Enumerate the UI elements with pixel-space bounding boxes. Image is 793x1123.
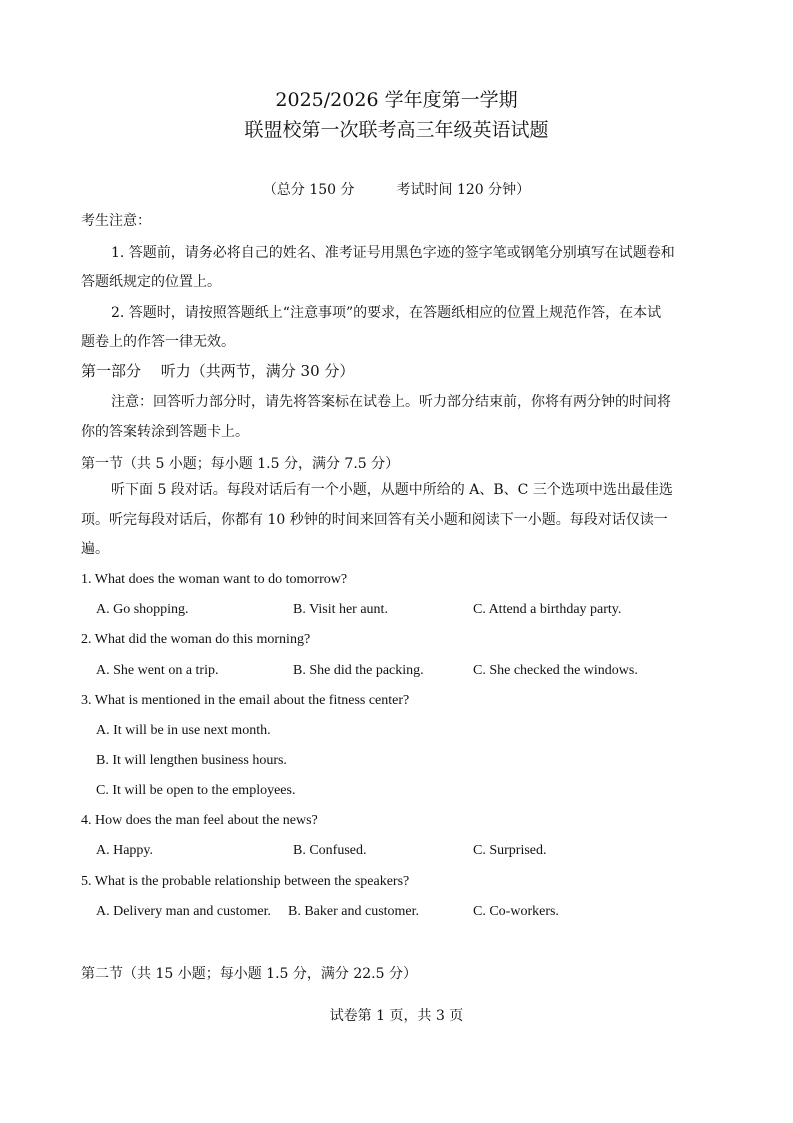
page-footer: 试卷第 1 页，共 3 页 <box>329 1008 464 1024</box>
question-4-option-c: C. Surprised. <box>473 843 547 858</box>
question-1-option-a: A. Go shopping. <box>96 602 189 617</box>
exam-title-line2: 联盟校第一次联考高三年级英语试题 <box>244 119 549 141</box>
question-4-option-a: A. Happy. <box>96 843 154 858</box>
question-3-option-c: C. It will be open to the employees. <box>96 783 296 798</box>
question-5-stem: 5. What is the probable relationship between the speakers? <box>81 874 410 889</box>
question-1-stem: 1. What does the woman want to do tomorrow? <box>81 572 348 587</box>
section1-heading: 第一节（共 5 小题；每小题 1.5 分，满分 7.5 分） <box>81 456 400 472</box>
question-2-option-b: B. She did the packing. <box>293 663 424 678</box>
exam-title-line1: 2025/2026 学年度第一学期 <box>275 89 518 111</box>
question-5-option-c: C. Co-workers. <box>473 904 559 919</box>
section1-instr-line1: 听下面 5 段对话。每段对话后有一个小题，从题中所给的 A、B、C 三个选项中选出最佳选 <box>111 482 673 498</box>
question-2-option-c: C. She checked the windows. <box>473 663 638 678</box>
section1-instr-line3: 遍。 <box>81 541 109 557</box>
question-3-stem: 3. What is mentioned in the email about the fitness center? <box>81 693 410 708</box>
part1-heading: 第一部分 听力（共两节，满分 30 分） <box>81 362 355 380</box>
notice-item2-line1: 2. 答题时，请按照答题纸上“注意事项”的要求，在答题纸相应的位置上规范作答，在本试 <box>111 305 662 321</box>
question-3-option-a: A. It will be in use next month. <box>96 723 271 738</box>
part1-note-line2: 你的答案转涂到答题卡上。 <box>81 424 249 440</box>
notice-item2-line2: 题卷上的作答一律无效。 <box>81 334 235 350</box>
question-3-option-b: B. It will lengthen business hours. <box>96 753 287 768</box>
notice-item1-line2: 答题纸规定的位置上。 <box>81 274 221 290</box>
score-time-info: （总分 150 分 考试时间 120 分钟） <box>262 182 531 198</box>
question-1-option-c: C. Attend a birthday party. <box>473 602 622 617</box>
section1-instr-line2: 项。听完每段对话后，你都有 10 秒钟的时间来回答有关小题和阅读下一小题。每段对话仅读一 <box>81 512 668 528</box>
question-5-option-a: A. Delivery man and customer. <box>96 904 271 919</box>
question-4-option-b: B. Confused. <box>293 843 367 858</box>
question-1-option-b: B. Visit her aunt. <box>293 602 388 617</box>
part1-note-line1: 注意：回答听力部分时，请先将答案标在试卷上。听力部分结束前，你将有两分钟的时间将 <box>111 394 671 410</box>
notice-item1-line1: 1. 答题前，请务必将自己的姓名、准考证号用黑色字迹的签字笔或钢笔分别填写在试题卷和 <box>111 245 675 261</box>
question-2-option-a: A. She went on a trip. <box>96 663 219 678</box>
question-2-stem: 2. What did the woman do this morning? <box>81 632 311 647</box>
section2-heading: 第二节（共 15 小题；每小题 1.5 分，满分 22.5 分） <box>81 966 417 982</box>
question-4-stem: 4. How does the man feel about the news? <box>81 813 318 828</box>
notice-heading: 考生注意： <box>81 213 151 229</box>
question-5-option-b: B. Baker and customer. <box>288 904 420 919</box>
